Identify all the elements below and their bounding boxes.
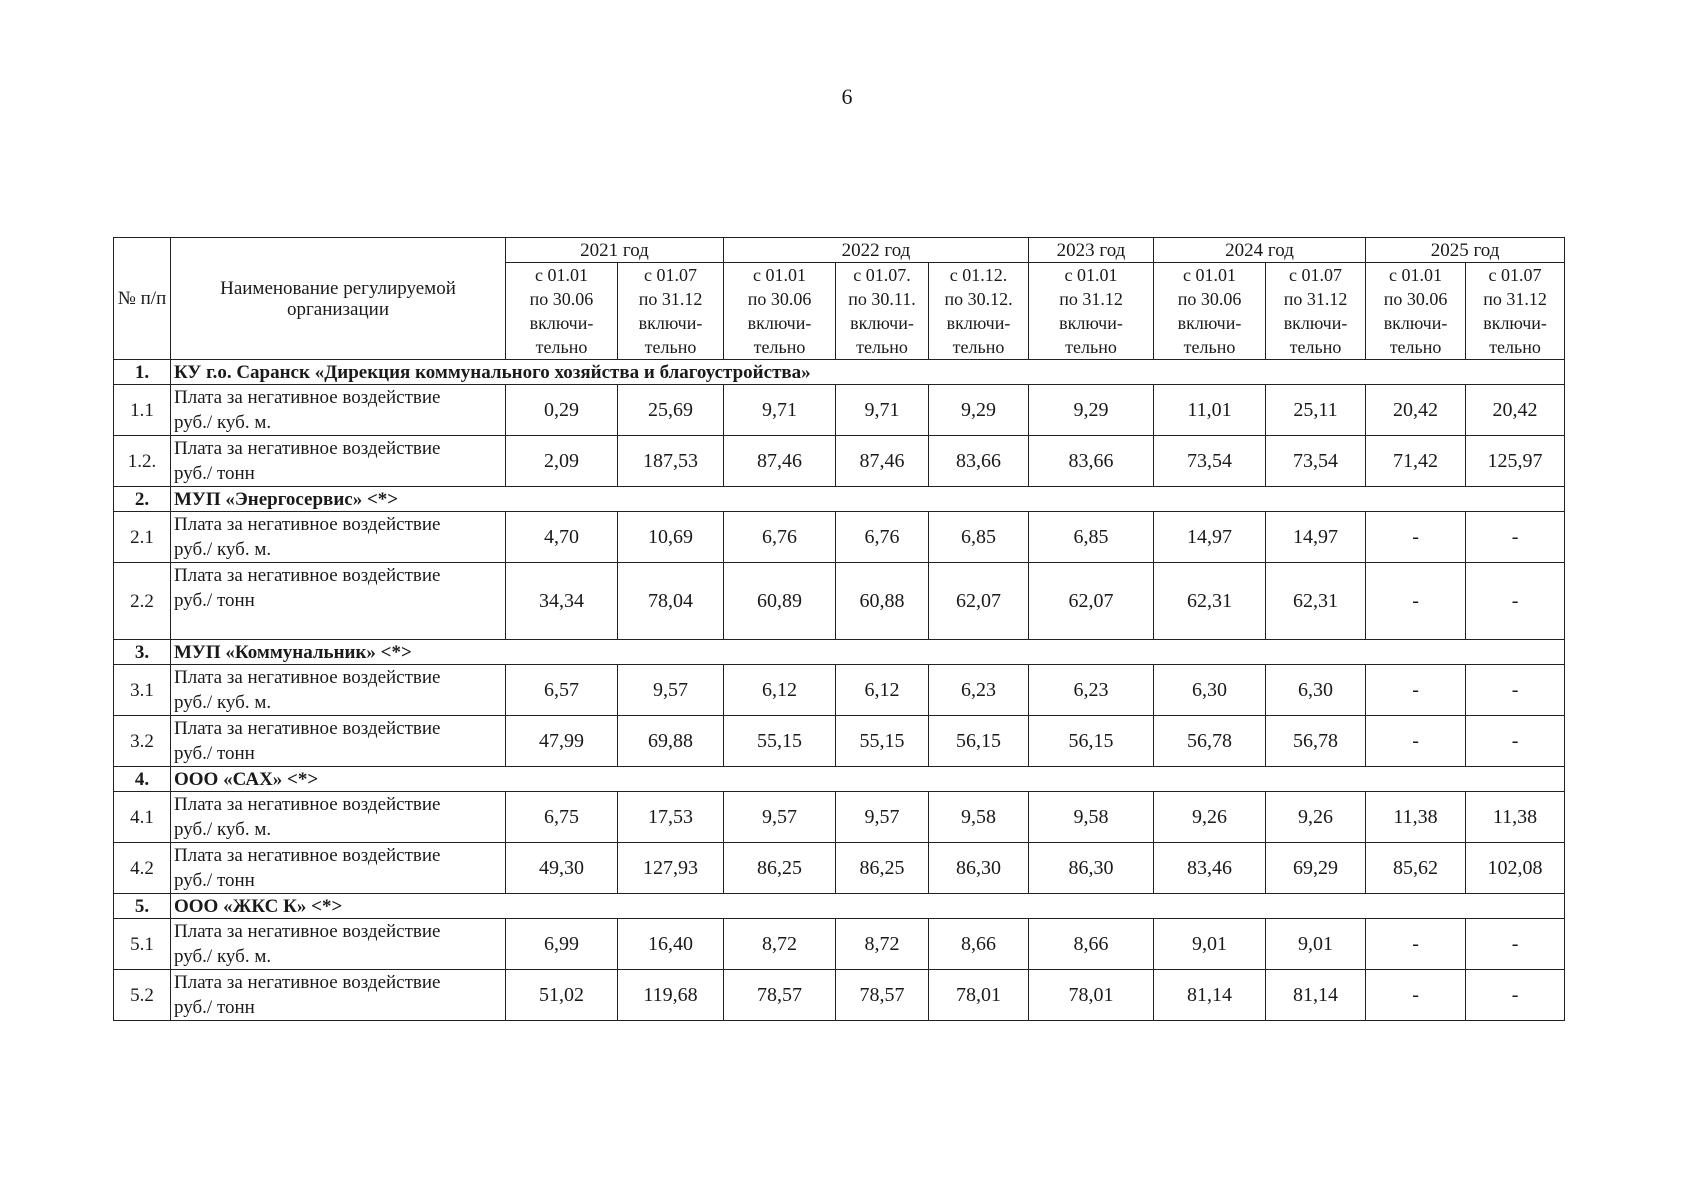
fee-title: Плата за негативное воздействие [174, 387, 441, 408]
fee-unit: руб./ куб. м. [174, 946, 272, 967]
tariff-value: 56,15 [1029, 716, 1154, 767]
tariff-value: - [1466, 665, 1565, 716]
tariff-value: 60,88 [836, 563, 929, 640]
fee-description [171, 919, 506, 970]
period-line: по 30.06 [1383, 289, 1448, 309]
tariff-value: 62,07 [1029, 563, 1154, 640]
tariff-value: - [1466, 716, 1565, 767]
tariff-value: 6,12 [724, 665, 836, 716]
table-row [114, 919, 1565, 970]
tariff-value: 9,29 [1029, 385, 1154, 436]
fee-description [171, 716, 506, 767]
year-header: 2021 год [506, 238, 724, 263]
fee-unit: руб./ тонн [174, 870, 255, 891]
period-line: по 30.11. [848, 289, 916, 309]
tariff-value: 16,40 [618, 919, 724, 970]
table-body [114, 360, 1565, 1021]
tariff-value: 69,29 [1266, 843, 1366, 894]
organization-name: ООО «ЖКС К» <*> [171, 894, 1565, 919]
tariff-value: 73,54 [1266, 436, 1366, 487]
tariff-value: 11,38 [1466, 792, 1565, 843]
name-column-header [171, 238, 506, 360]
tariff-value: 2,09 [506, 436, 618, 487]
tariff-value: 6,85 [1029, 512, 1154, 563]
tariff-value: 4,70 [506, 512, 618, 563]
period-line: по 30.06 [747, 289, 812, 309]
fee-unit: руб./ куб. м. [174, 539, 272, 560]
organization-number: 2. [114, 487, 171, 512]
period-header [506, 263, 618, 360]
tariff-value: 9,57 [724, 792, 836, 843]
fee-unit: руб./ куб. м. [174, 692, 272, 713]
tariff-value: 6,23 [929, 665, 1029, 716]
tariff-value: 47,99 [506, 716, 618, 767]
organization-row [114, 894, 1565, 919]
table-row [114, 512, 1565, 563]
tariff-value: 62,31 [1266, 563, 1366, 640]
period-header [618, 263, 724, 360]
tariff-value: 78,01 [929, 970, 1029, 1021]
period-line: тельно [1065, 337, 1117, 357]
table-row [114, 843, 1565, 894]
tariff-value: 55,15 [836, 716, 929, 767]
period-line: по 31.12 [1483, 289, 1547, 309]
tariff-value: 9,01 [1154, 919, 1266, 970]
period-line: тельно [1389, 337, 1442, 357]
tariff-value: 10,69 [618, 512, 724, 563]
row-number: 1.1 [114, 385, 171, 436]
organization-row [114, 360, 1565, 385]
row-number: 4.1 [114, 792, 171, 843]
period-line: включи- [850, 313, 914, 333]
organization-number: 4. [114, 767, 171, 792]
tariff-value: 9,26 [1154, 792, 1266, 843]
fee-unit: руб./ тонн [174, 463, 255, 484]
tariff-value: 86,30 [1029, 843, 1154, 894]
table-row [114, 970, 1565, 1021]
period-line: с 01.01 [1183, 265, 1237, 285]
period-header [724, 263, 836, 360]
period-header [836, 263, 929, 360]
period-line: с 01.01 [1064, 265, 1118, 285]
tariff-value: - [1466, 919, 1565, 970]
period-line: включи- [1059, 313, 1123, 333]
tariff-value: 6,75 [506, 792, 618, 843]
tariff-value: 20,42 [1366, 385, 1466, 436]
tariff-value: 187,53 [618, 436, 724, 487]
period-header [929, 263, 1029, 360]
row-number: 4.2 [114, 843, 171, 894]
period-header [1154, 263, 1266, 360]
tariff-value: 78,04 [618, 563, 724, 640]
period-line: включи- [946, 313, 1011, 333]
tariff-value: 25,69 [618, 385, 724, 436]
tariff-value: 86,25 [724, 843, 836, 894]
tariff-value: 87,46 [724, 436, 836, 487]
tariff-value: 25,11 [1266, 385, 1366, 436]
period-header [1266, 263, 1366, 360]
fee-description [171, 665, 506, 716]
tariff-value: 6,85 [929, 512, 1029, 563]
period-line: тельно [1489, 337, 1541, 357]
period-header [1029, 263, 1154, 360]
table-header [114, 238, 1565, 360]
tariff-value: 6,30 [1154, 665, 1266, 716]
period-line: тельно [1183, 337, 1236, 357]
organization-row [114, 640, 1565, 665]
num-column-label: № п/п [117, 288, 167, 309]
period-line: с 01.12. [949, 265, 1008, 285]
tariff-value: 78,57 [724, 970, 836, 1021]
tariff-value: 20,42 [1466, 385, 1565, 436]
row-number: 1.2. [114, 436, 171, 487]
tariff-value: - [1366, 970, 1466, 1021]
fee-description [171, 843, 506, 894]
year-header: 2024 год [1154, 238, 1366, 263]
table-row [114, 716, 1565, 767]
tariff-value: 71,42 [1366, 436, 1466, 487]
tariff-value: 56,78 [1154, 716, 1266, 767]
table-row [114, 792, 1565, 843]
tariff-value: 86,25 [836, 843, 929, 894]
period-line: с 01.07 [1289, 265, 1343, 285]
fee-description [171, 970, 506, 1021]
tariff-value: 56,15 [929, 716, 1029, 767]
fee-title: Плата за негативное воздействие [174, 438, 441, 459]
tariff-value: 14,97 [1154, 512, 1266, 563]
organization-number: 5. [114, 894, 171, 919]
num-column-header [114, 238, 171, 360]
organization-number: 1. [114, 360, 171, 385]
tariff-value: 86,30 [929, 843, 1029, 894]
tariff-value: 9,58 [1029, 792, 1154, 843]
tariff-value: 56,78 [1266, 716, 1366, 767]
period-line: включи- [1383, 313, 1448, 333]
fee-unit: руб./ тонн [174, 997, 255, 1018]
fee-title: Плата за негативное воздействие [174, 794, 441, 815]
period-line: тельно [644, 337, 697, 357]
tariff-value: 11,38 [1366, 792, 1466, 843]
tariff-value: 62,31 [1154, 563, 1266, 640]
period-line: с 01.01 [535, 265, 588, 285]
period-header [1466, 263, 1565, 360]
name-column-label: Наименование регулируемой организации [220, 277, 456, 320]
period-line: по 31.12 [638, 289, 703, 309]
period-line: с 01.07 [644, 265, 697, 285]
tariff-table [113, 237, 1565, 1021]
period-line: включи- [529, 313, 594, 333]
organization-name: МУП «Энергосервис» <*> [171, 487, 1565, 512]
tariff-value: 55,15 [724, 716, 836, 767]
organization-name: ООО «САХ» <*> [171, 767, 1565, 792]
tariff-value: 11,01 [1154, 385, 1266, 436]
tariff-value: - [1366, 512, 1466, 563]
period-line: включи- [1483, 313, 1547, 333]
fee-description [171, 436, 506, 487]
period-line: с 01.07. [853, 265, 911, 285]
tariff-value: 34,34 [506, 563, 618, 640]
tariff-value: 81,14 [1154, 970, 1266, 1021]
tariff-value: 60,89 [724, 563, 836, 640]
tariff-value: 62,07 [929, 563, 1029, 640]
period-line: с 01.01 [753, 265, 807, 285]
tariff-value: 78,57 [836, 970, 929, 1021]
tariff-value: 69,88 [618, 716, 724, 767]
fee-title: Плата за негативное воздействие [174, 667, 441, 688]
row-number: 5.2 [114, 970, 171, 1021]
fee-title: Плата за негативное воздействие [174, 718, 441, 739]
tariff-value: 9,71 [836, 385, 929, 436]
period-line: тельно [952, 337, 1005, 357]
tariff-value: 9,57 [836, 792, 929, 843]
table-row [114, 436, 1565, 487]
fee-unit: руб./ тонн [174, 590, 255, 611]
tariff-value: 127,93 [618, 843, 724, 894]
period-line: включи- [747, 313, 812, 333]
page-number: 6 [841, 84, 853, 109]
period-line: по 30.06 [1177, 289, 1242, 309]
fee-description [171, 512, 506, 563]
tariff-value: 78,01 [1029, 970, 1154, 1021]
tariff-value: 8,72 [836, 919, 929, 970]
fee-title: Плата за негативное воздействие [174, 845, 441, 866]
fee-title: Плата за негативное воздействие [174, 565, 441, 586]
tariff-value: 14,97 [1266, 512, 1366, 563]
table-row [114, 665, 1565, 716]
period-line: по 31.12 [1283, 289, 1348, 309]
organization-number: 3. [114, 640, 171, 665]
year-header: 2023 год [1029, 238, 1154, 263]
period-line: по 31.12 [1059, 289, 1123, 309]
period-line: тельно [535, 337, 588, 357]
tariff-value: 49,30 [506, 843, 618, 894]
row-number: 2.2 [114, 563, 171, 640]
tariff-value: 9,57 [618, 665, 724, 716]
tariff-value: 83,66 [929, 436, 1029, 487]
year-header-row [114, 238, 1565, 263]
organization-name: КУ г.о. Саранск «Дирекция коммунального хозяйства и благоустройства» [171, 360, 1565, 385]
tariff-value: 6,12 [836, 665, 929, 716]
tariff-value: 6,76 [836, 512, 929, 563]
tariff-value: 87,46 [836, 436, 929, 487]
tariff-value: 83,46 [1154, 843, 1266, 894]
period-line: с 01.07 [1488, 265, 1542, 285]
period-line: включи- [638, 313, 703, 333]
table-row [114, 563, 1565, 640]
row-number: 3.2 [114, 716, 171, 767]
tariff-value: 85,62 [1366, 843, 1466, 894]
period-line: по 30.06 [529, 289, 594, 309]
tariff-value: 102,08 [1466, 843, 1565, 894]
fee-unit: руб./ куб. м. [174, 819, 272, 840]
organization-row [114, 487, 1565, 512]
period-line: тельно [753, 337, 806, 357]
row-number: 3.1 [114, 665, 171, 716]
fee-title: Плата за негативное воздействие [174, 921, 441, 942]
row-number: 2.1 [114, 512, 171, 563]
tariff-value: 0,29 [506, 385, 618, 436]
tariff-value: 6,23 [1029, 665, 1154, 716]
organization-row [114, 767, 1565, 792]
organization-name: МУП «Коммунальник» <*> [171, 640, 1565, 665]
tariff-value: 73,54 [1154, 436, 1266, 487]
fee-unit: руб./ тонн [174, 743, 255, 764]
year-header: 2022 год [724, 238, 1029, 263]
fee-title: Плата за негативное воздействие [174, 972, 441, 993]
tariff-value: 6,57 [506, 665, 618, 716]
tariff-value: 9,58 [929, 792, 1029, 843]
period-line: включи- [1177, 313, 1242, 333]
fee-title: Плата за негативное воздействие [174, 514, 441, 535]
tariff-value: - [1366, 563, 1466, 640]
tariff-value: 9,29 [929, 385, 1029, 436]
period-line: включи- [1283, 313, 1348, 333]
period-line: тельно [856, 337, 908, 357]
tariff-value: 51,02 [506, 970, 618, 1021]
tariff-value: - [1466, 563, 1565, 640]
row-number: 5.1 [114, 919, 171, 970]
fee-unit: руб./ куб. м. [174, 412, 272, 433]
tariff-value: 6,30 [1266, 665, 1366, 716]
tariff-value: - [1366, 716, 1466, 767]
period-line: с 01.01 [1389, 265, 1443, 285]
tariff-value: - [1366, 919, 1466, 970]
fee-description [171, 385, 506, 436]
tariff-value: 119,68 [618, 970, 724, 1021]
tariff-value: 83,66 [1029, 436, 1154, 487]
tariff-value: 81,14 [1266, 970, 1366, 1021]
tariff-value: 6,99 [506, 919, 618, 970]
period-header [1366, 263, 1466, 360]
tariff-value: 17,53 [618, 792, 724, 843]
tariff-value: 125,97 [1466, 436, 1565, 487]
tariff-value: 8,66 [1029, 919, 1154, 970]
tariff-value: 8,66 [929, 919, 1029, 970]
tariff-value: 9,71 [724, 385, 836, 436]
tariff-value: 9,01 [1266, 919, 1366, 970]
period-line: по 30.12. [944, 289, 1013, 309]
tariff-value: - [1466, 970, 1565, 1021]
fee-description [171, 563, 506, 640]
period-line: тельно [1289, 337, 1342, 357]
tariff-value: - [1466, 512, 1565, 563]
tariff-value: 6,76 [724, 512, 836, 563]
tariff-value: 9,26 [1266, 792, 1366, 843]
tariff-value: - [1366, 665, 1466, 716]
tariff-value: 8,72 [724, 919, 836, 970]
year-header: 2025 год [1366, 238, 1565, 263]
fee-description [171, 792, 506, 843]
table-row [114, 385, 1565, 436]
